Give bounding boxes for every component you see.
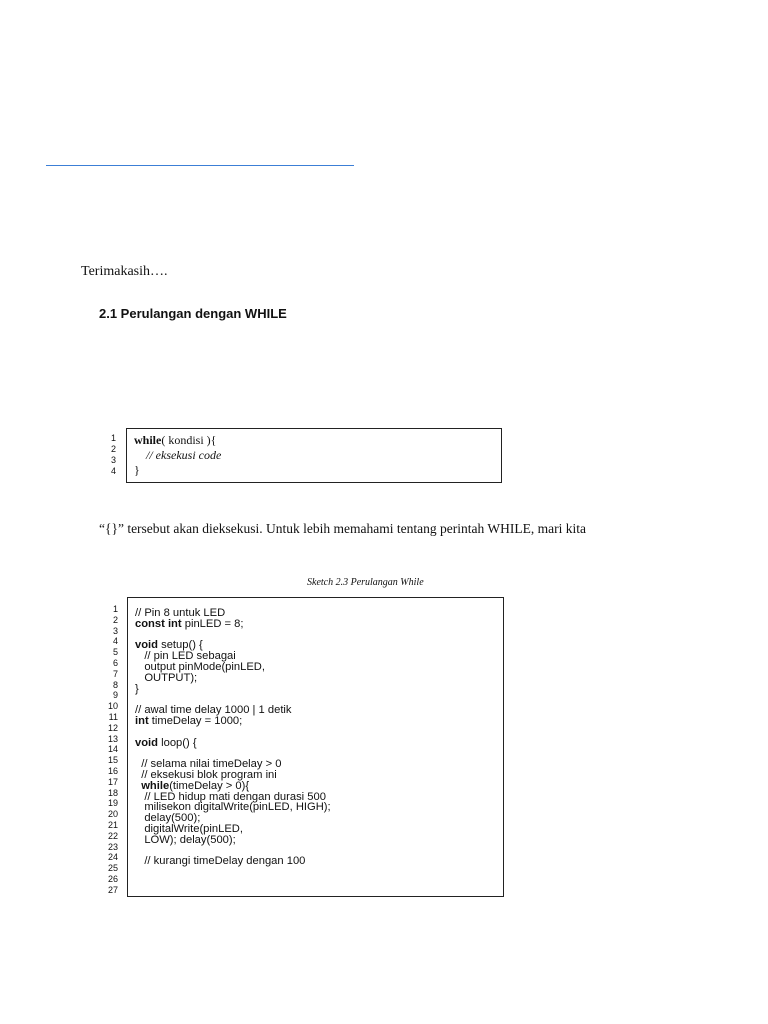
line-number: 4 (110, 466, 116, 476)
code-text: // pin LED sebagai (144, 650, 236, 663)
code-text: pinLED = 8; (181, 617, 244, 630)
thanks-text: Terimakasih…. (81, 264, 168, 279)
code-line (134, 448, 501, 463)
code-text: // LED hidup mati dengan durasi 500 (144, 790, 326, 803)
line-number: 1 (112, 604, 118, 614)
code-text: digitalWrite(pinLED, (144, 822, 243, 835)
line-number: 6 (112, 657, 118, 668)
line-number: 3 (112, 625, 118, 636)
line-number: 13 (107, 733, 118, 744)
code-text: ( kondisi ){ (161, 433, 217, 447)
line-number: 10 (107, 701, 118, 712)
code-keyword: void (135, 736, 158, 749)
line-number: 17 (107, 776, 118, 787)
code-text: // eksekusi code (146, 448, 222, 462)
code-text: // kurangi timeDelay dengan 100 (144, 855, 306, 868)
code-keyword: void (135, 639, 158, 652)
snippet2-line-numbers (102, 604, 118, 896)
code-line (135, 738, 503, 749)
code-keyword: while (141, 779, 170, 792)
line-number: 3 (110, 455, 116, 465)
code-text: (timeDelay > 0){ (169, 779, 250, 792)
code-text: delay(500); (144, 812, 201, 825)
line-number: 8 (112, 679, 118, 690)
code-line (134, 463, 501, 478)
line-number: 12 (107, 722, 118, 733)
line-number: 23 (107, 841, 118, 852)
line-number: 9 (112, 690, 118, 701)
line-number: 21 (107, 819, 118, 830)
code-line (135, 856, 503, 867)
code-line (135, 619, 503, 630)
line-number: 2 (110, 444, 116, 454)
code-line (135, 835, 503, 846)
code-line (134, 433, 501, 448)
section-heading: 2.1 Perulangan dengan WHILE (99, 306, 287, 321)
line-number: 11 (108, 711, 118, 722)
body-paragraph: “{}” tersebut akan dieksekusi. Untuk lebih memahami tentang perintah WHILE, mari kita (99, 521, 586, 536)
code-text: // selama nilai timeDelay > 0 (141, 758, 282, 771)
code-text: LOW); delay(500); (144, 833, 236, 846)
code-line (135, 716, 503, 727)
code-text: } (135, 682, 139, 695)
code-text: output pinMode(pinLED, (144, 660, 265, 673)
code-text: milisekon digitalWrite(pinLED, HIGH); (144, 801, 331, 814)
code-keyword: while (134, 433, 162, 447)
code-text: timeDelay = 1000; (148, 714, 243, 727)
line-number: 20 (107, 809, 118, 820)
code-keyword: const int (135, 617, 182, 630)
horizontal-link-rule (46, 165, 354, 166)
code-text: // Pin 8 untuk LED (135, 607, 226, 619)
code-line (135, 684, 503, 695)
line-number: 22 (107, 830, 118, 841)
sketch-caption: Sketch 2.3 Perulangan While (307, 577, 424, 588)
code-text: loop() { (158, 736, 197, 749)
line-number: 26 (107, 873, 118, 884)
line-number: 19 (107, 798, 118, 809)
line-number: 14 (107, 744, 118, 755)
code-text: } (134, 463, 140, 477)
line-number: 27 (107, 884, 118, 895)
line-number: 25 (107, 863, 118, 874)
code-text: // awal time delay 1000 | 1 detik (135, 704, 292, 717)
code-keyword: int (135, 714, 149, 727)
line-number: 4 (112, 636, 118, 647)
code-text: // eksekusi blok program ini (141, 768, 277, 781)
line-number: 5 (112, 647, 118, 658)
line-number: 15 (107, 755, 118, 766)
line-number: 24 (107, 852, 118, 863)
code-text: setup() { (158, 639, 203, 652)
snippet1-line-numbers (104, 433, 116, 477)
line-number: 16 (107, 765, 118, 776)
snippet1-code-box (126, 428, 502, 483)
line-number: 1 (110, 433, 116, 443)
line-number: 18 (107, 787, 118, 798)
line-number: 7 (112, 668, 118, 679)
code-line (135, 673, 503, 684)
snippet2-code-box (127, 597, 504, 897)
line-number: 2 (112, 614, 118, 625)
code-text: OUTPUT); (144, 671, 198, 684)
